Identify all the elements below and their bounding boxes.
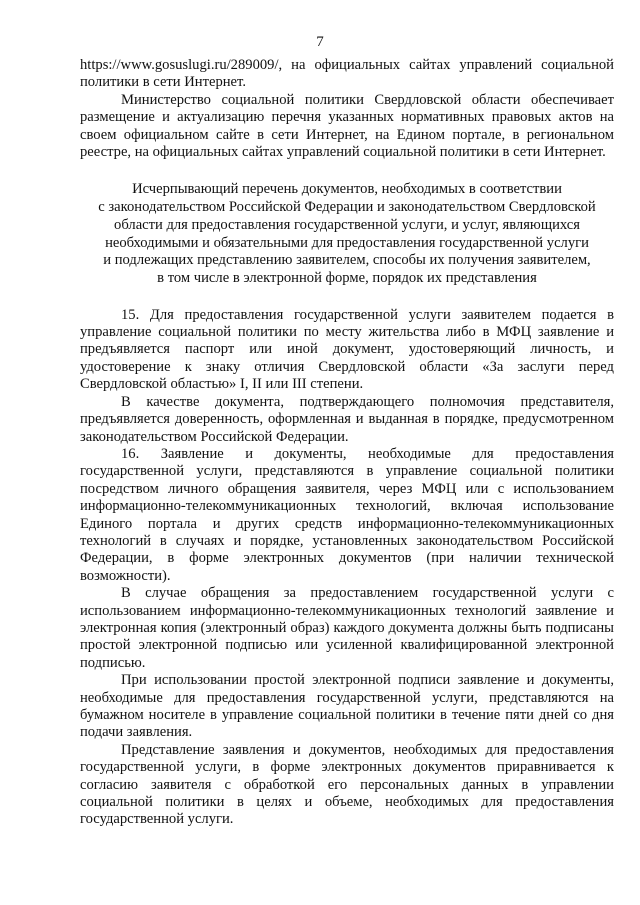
- heading-line: Исчерпывающий перечень документов, необходимых в соответствии: [132, 181, 562, 198]
- electronic-signature-paragraph: В случае обращения за предоставлением государственной услуги с использованием информационно-телекоммуникационных технологий заявление и электронная копия (электронный образ) каждого документа должны быть подписаны простой электронной подписью или усиленной квалифицированной электронной подписью.: [80, 585, 614, 671]
- clause-15-paragraph: 15. Для предоставления государственной услуги заявителем подается в управление социальной политики по месту жительства либо в МФЦ заявление и предъявляется паспорт или иной документ, удостоверяющий личность, и удостоверение к знаку отличия Свердловской области «За заслуги перед Свердловской областью» I, II или III степени.: [80, 306, 614, 393]
- heading-line: в том числе в электронной форме, порядок их представления: [157, 269, 537, 286]
- heading-line: с законодательством Российской Федерации и законодательством Свердловской: [98, 199, 596, 216]
- heading-line: необходимыми и обязательными для предоставления государственной услуги: [105, 234, 589, 251]
- section-heading: [80, 181, 614, 287]
- page-number: 7: [316, 34, 324, 50]
- intro-paragraph-1: https://www.gosuslugi.ru/289009/, на официальных сайтах управлений социальной политики в сети Интернет.: [80, 57, 614, 91]
- representative-paragraph: В качестве документа, подтверждающего полномочия представителя, предъявляется доверенность, оформленная и выданная в порядке, предусмотренном законодательством Российской Федерации.: [80, 393, 614, 445]
- clause-16-paragraph: 16. Заявление и документы, необходимые для предоставления государственной услуги, представляются в управление социальной политики посредством личного обращения заявителя, через МФЦ или с использованием информационно-телекоммуникационных технологий, включая использование Единого портала и других средств информационно-телекоммуникационных технологий в случаях и порядке, установленных законодательством Российской Федерации, в форме электронных документов (при наличии технической возможности).: [80, 445, 614, 584]
- heading-line: области для предоставления государственной услуги, и услуг, являющихся: [114, 216, 580, 233]
- consent-paragraph: Представление заявления и документов, необходимых для предоставления государственной услуги, в форме электронных документов приравнивается к согласию заявителя с обработкой его персональных данных в управлении социальной политики в целях и объеме, необходимых для предоставления государственной услуги.: [80, 741, 614, 828]
- heading-line: и подлежащих представлению заявителем, способы их получения заявителем,: [103, 252, 591, 269]
- intro-paragraph-2: Министерство социальной политики Свердловской области обеспечивает размещение и актуализацию перечня указанных нормативных правовых актов на своем официальном сайте в сети Интернет, на Едином портале, в региональном реестре, на официальных сайтах управлений социальной политики в сети Интернет.: [80, 91, 614, 161]
- document-body: [80, 57, 614, 829]
- simple-signature-paragraph: При использовании простой электронной подписи заявление и документы, необходимые для предоставления государственной услуги, представляются на бумажном носителе в управление социальной политики в течение пяти дней со дня подачи заявления.: [80, 672, 614, 741]
